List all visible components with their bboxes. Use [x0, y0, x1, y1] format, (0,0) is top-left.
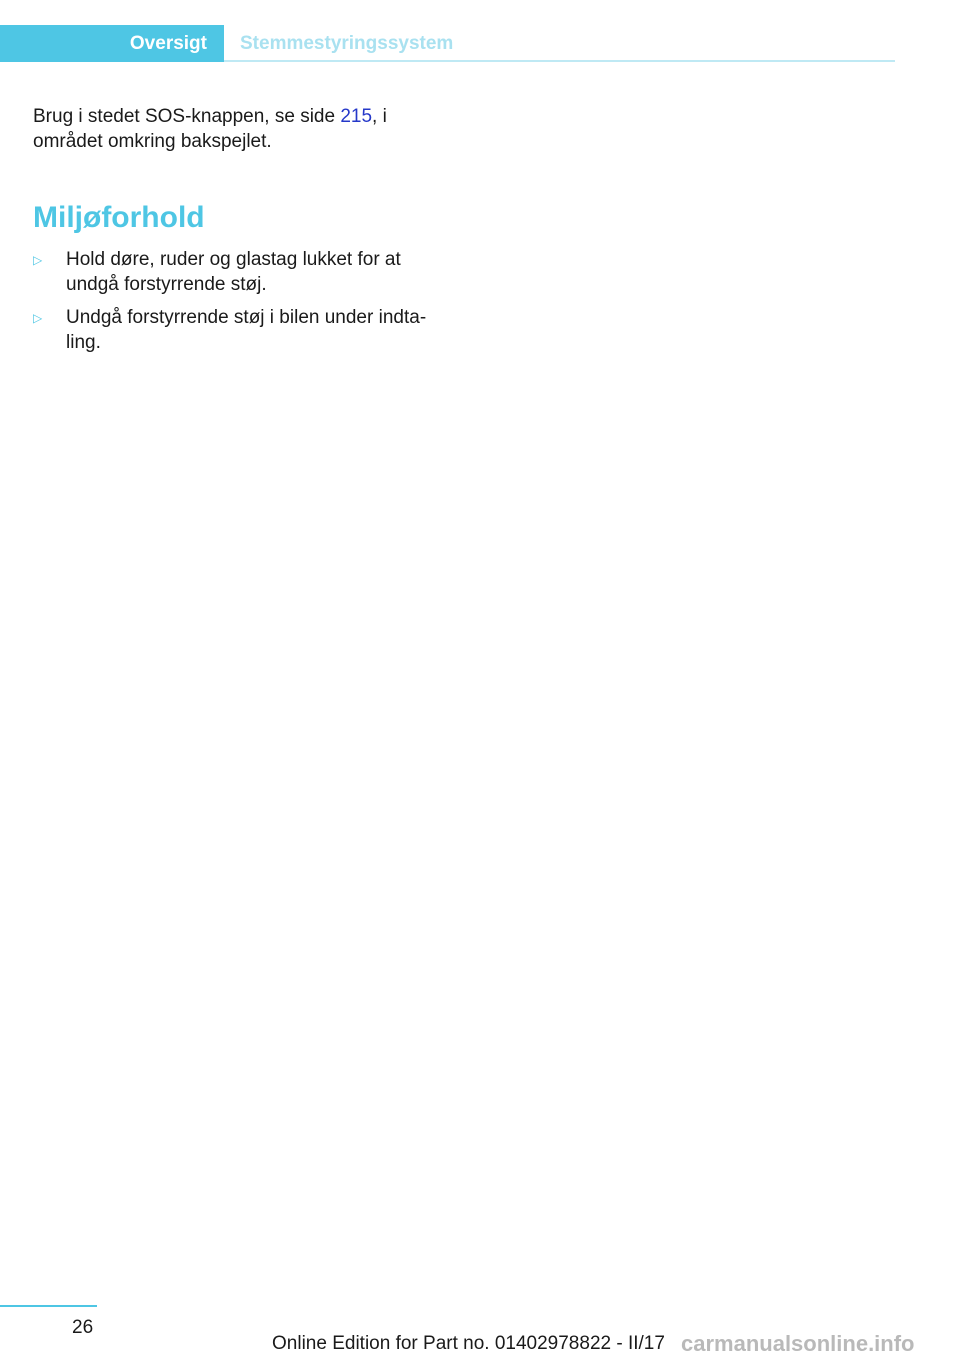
bullet-list — [33, 247, 453, 363]
edition-info: Online Edition for Part no. 01402978822 - II/17 — [272, 1333, 665, 1354]
watermark: carmanualsonline.info — [681, 1331, 915, 1356]
footer-divider — [0, 1305, 97, 1307]
page-header — [0, 25, 895, 62]
page-reference-link[interactable]: 215 — [340, 106, 373, 127]
intro-paragraph — [33, 104, 433, 154]
header-divider — [224, 60, 895, 62]
triangle-bullet-icon: ▷ — [33, 311, 43, 325]
section-heading: Miljøforhold — [33, 201, 205, 234]
list-item — [33, 247, 453, 297]
list-item-text: Hold døre, ruder og glastag lukket for at undgå forstyrrende støj. — [66, 249, 401, 295]
intro-text-before: Brug i stedet SOS-knappen, se side — [33, 106, 341, 127]
list-item — [33, 305, 453, 355]
triangle-bullet-icon: ▷ — [33, 253, 43, 267]
intro-text-after: , i området omkring bakspejlet. — [33, 106, 387, 152]
header-section-tab: Oversigt — [0, 25, 224, 62]
header-chapter-title: Stemmestyringssystem — [240, 32, 454, 54]
page-number: 26 — [72, 1317, 94, 1338]
list-item-text: Undgå forstyrrende støj i bilen under indtaling. — [66, 307, 427, 353]
